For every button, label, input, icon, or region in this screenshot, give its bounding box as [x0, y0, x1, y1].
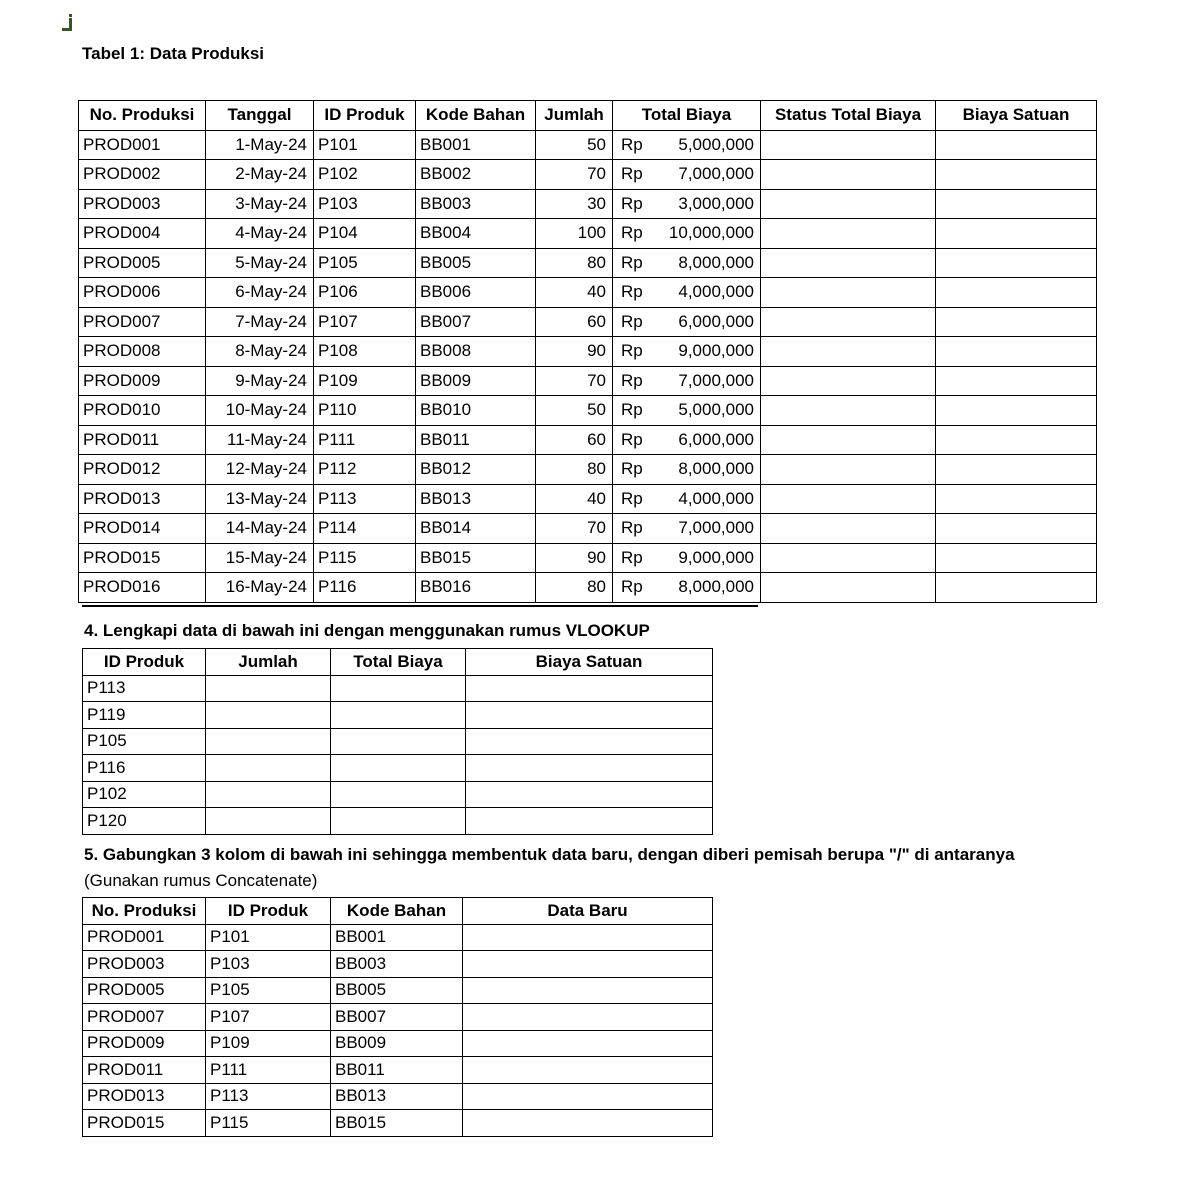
currency-prefix: Rp: [621, 223, 643, 243]
cell-biaya-satuan-empty[interactable]: [936, 219, 1097, 249]
amount-value: 8,000,000: [678, 577, 754, 597]
cell-tanggal[interactable]: 7-May-24: [206, 307, 314, 337]
cell-no-produksi[interactable]: PROD006: [79, 278, 206, 308]
produksi-table-clip: [78, 100, 1100, 605]
cell-jumlah[interactable]: 40: [536, 278, 613, 308]
cell-status-total-biaya-empty[interactable]: [761, 248, 936, 278]
concat-row: [83, 1004, 713, 1031]
cell-kode-bahan[interactable]: BB015: [331, 1110, 463, 1137]
cell-total-biaya[interactable]: [613, 219, 761, 249]
cell-no-produksi[interactable]: PROD016: [79, 573, 206, 603]
cell-jumlah[interactable]: 80: [536, 573, 613, 603]
concat-row: [83, 1057, 713, 1084]
cell-total-biaya[interactable]: [613, 366, 761, 396]
cell-biaya-satuan-empty[interactable]: [936, 337, 1097, 367]
produksi-header-row: [79, 101, 1097, 131]
cell-jumlah[interactable]: 60: [536, 425, 613, 455]
cell-kode-bahan[interactable]: BB001: [331, 924, 463, 951]
cell-total-biaya[interactable]: [613, 278, 761, 308]
cell-total-biaya[interactable]: [613, 307, 761, 337]
cell-biaya-satuan-empty[interactable]: [936, 130, 1097, 160]
vlookup-row: [83, 781, 713, 808]
vlookup-column-header: Jumlah: [206, 649, 331, 676]
cell-biaya-satuan-empty[interactable]: [936, 573, 1097, 603]
cell-biaya-satuan-empty[interactable]: [936, 455, 1097, 485]
cell-id-produk[interactable]: P113: [83, 675, 206, 702]
cell-no-produksi[interactable]: PROD001: [83, 924, 206, 951]
currency-prefix: Rp: [621, 577, 643, 597]
produksi-column-header: Jumlah: [536, 101, 613, 131]
cell-no-produksi[interactable]: PROD007: [83, 1004, 206, 1031]
cell-total-biaya[interactable]: [613, 337, 761, 367]
cell-biaya-satuan-empty[interactable]: [466, 755, 713, 782]
cell-total-biaya-empty[interactable]: [331, 728, 466, 755]
cell-status-total-biaya-empty[interactable]: [761, 337, 936, 367]
cell-total-biaya[interactable]: [613, 425, 761, 455]
amount-value: 6,000,000: [678, 429, 754, 449]
cell-tanggal[interactable]: 5-May-24: [206, 248, 314, 278]
cell-id-produk[interactable]: P107: [206, 1004, 331, 1031]
cell-no-produksi[interactable]: PROD015: [79, 543, 206, 573]
cell-kode-bahan[interactable]: BB011: [416, 425, 536, 455]
amount-value: 9,000,000: [678, 341, 754, 361]
cell-id-produk[interactable]: P112: [314, 455, 416, 485]
cell-jumlah[interactable]: 70: [536, 514, 613, 544]
cell-id-produk[interactable]: P113: [314, 484, 416, 514]
produksi-row: [79, 455, 1097, 485]
amount-value: 5,000,000: [678, 400, 754, 420]
vlookup-row: [83, 675, 713, 702]
cell-total-biaya[interactable]: [613, 189, 761, 219]
cell-kode-bahan[interactable]: BB016: [416, 573, 536, 603]
cell-id-produk[interactable]: P110: [314, 396, 416, 426]
produksi-row: [79, 278, 1097, 308]
cell-kode-bahan[interactable]: BB008: [416, 337, 536, 367]
cell-total-biaya[interactable]: [613, 573, 761, 603]
produksi-row: [79, 366, 1097, 396]
cell-biaya-satuan-empty[interactable]: [936, 396, 1097, 426]
cell-jumlah[interactable]: 40: [536, 484, 613, 514]
produksi-row: [79, 130, 1097, 160]
amount-value: 8,000,000: [678, 459, 754, 479]
cell-no-produksi[interactable]: PROD005: [79, 248, 206, 278]
cell-total-biaya[interactable]: [613, 396, 761, 426]
produksi-column-header: Total Biaya: [613, 101, 761, 131]
cell-jumlah[interactable]: 100: [536, 219, 613, 249]
currency-prefix: Rp: [621, 488, 643, 508]
cell-tanggal[interactable]: 8-May-24: [206, 337, 314, 367]
produksi-column-header: Tanggal: [206, 101, 314, 131]
cell-id-produk[interactable]: P114: [314, 514, 416, 544]
cell-biaya-satuan-empty[interactable]: [936, 278, 1097, 308]
cell-tanggal[interactable]: 15-May-24: [206, 543, 314, 573]
cell-tanggal[interactable]: 2-May-24: [206, 160, 314, 190]
cell-biaya-satuan-empty[interactable]: [936, 189, 1097, 219]
cell-no-produksi[interactable]: PROD010: [79, 396, 206, 426]
vlookup-column-header: Biaya Satuan: [466, 649, 713, 676]
currency-prefix: Rp: [621, 429, 643, 449]
produksi-row: [79, 514, 1097, 544]
cell-kode-bahan[interactable]: BB012: [416, 455, 536, 485]
cell-id-produk[interactable]: P102: [83, 781, 206, 808]
cell-jumlah[interactable]: 80: [536, 248, 613, 278]
currency-prefix: Rp: [621, 518, 643, 538]
cell-jumlah[interactable]: 50: [536, 130, 613, 160]
cell-kode-bahan[interactable]: BB005: [331, 977, 463, 1004]
cell-no-produksi[interactable]: PROD015: [83, 1110, 206, 1137]
concat-row: [83, 1110, 713, 1137]
concat-column-header: Kode Bahan: [331, 898, 463, 925]
cell-total-biaya[interactable]: [613, 130, 761, 160]
amount-value: 7,000,000: [678, 164, 754, 184]
cell-biaya-satuan-empty[interactable]: [936, 484, 1097, 514]
cell-kode-bahan[interactable]: BB003: [331, 951, 463, 978]
cell-no-produksi[interactable]: PROD001: [79, 130, 206, 160]
cell-total-biaya-empty[interactable]: [331, 808, 466, 835]
cell-no-produksi[interactable]: PROD013: [79, 484, 206, 514]
cell-kode-bahan[interactable]: BB009: [331, 1030, 463, 1057]
amount-value: 6,000,000: [678, 311, 754, 331]
amount-value: 7,000,000: [678, 370, 754, 390]
cell-jumlah[interactable]: 90: [536, 337, 613, 367]
cell-kode-bahan[interactable]: BB010: [416, 396, 536, 426]
currency-prefix: Rp: [621, 311, 643, 331]
vlookup-header-row: [83, 649, 713, 676]
cell-status-total-biaya-empty[interactable]: [761, 543, 936, 573]
cell-no-produksi[interactable]: PROD007: [79, 307, 206, 337]
cell-data-baru-empty[interactable]: [463, 1004, 713, 1031]
vlookup-column-header: ID Produk: [83, 649, 206, 676]
produksi-row: [79, 396, 1097, 426]
green-paste-marker-hbar: [62, 28, 72, 31]
cell-tanggal[interactable]: 11-May-24: [206, 425, 314, 455]
cell-no-produksi[interactable]: PROD014: [79, 514, 206, 544]
vlookup-row: [83, 728, 713, 755]
cell-status-total-biaya-empty[interactable]: [761, 366, 936, 396]
cell-jumlah[interactable]: 90: [536, 543, 613, 573]
vlookup-column-header: Total Biaya: [331, 649, 466, 676]
cell-jumlah-empty[interactable]: [206, 702, 331, 729]
cell-tanggal[interactable]: 4-May-24: [206, 219, 314, 249]
produksi-row: [79, 189, 1097, 219]
cell-jumlah-empty[interactable]: [206, 675, 331, 702]
cell-id-produk[interactable]: P106: [314, 278, 416, 308]
concat-row: [83, 924, 713, 951]
cell-jumlah-empty[interactable]: [206, 755, 331, 782]
cell-data-baru-empty[interactable]: [463, 1030, 713, 1057]
amount-value: 4,000,000: [678, 488, 754, 508]
produksi-row: [79, 160, 1097, 190]
cell-status-total-biaya-empty[interactable]: [761, 160, 936, 190]
green-paste-marker-dot: [69, 14, 72, 17]
cell-id-produk[interactable]: P113: [206, 1083, 331, 1110]
cell-total-biaya[interactable]: [613, 248, 761, 278]
produksi-row: [79, 219, 1097, 249]
cell-jumlah-empty[interactable]: [206, 781, 331, 808]
cell-id-produk[interactable]: P103: [206, 951, 331, 978]
cell-status-total-biaya-empty[interactable]: [761, 425, 936, 455]
produksi-column-header: No. Produksi: [79, 101, 206, 131]
vlookup-table: [82, 648, 713, 835]
cell-no-produksi[interactable]: PROD011: [83, 1057, 206, 1084]
cell-id-produk[interactable]: P111: [314, 425, 416, 455]
concat-row: [83, 977, 713, 1004]
cell-id-produk[interactable]: P109: [314, 366, 416, 396]
cell-jumlah-empty[interactable]: [206, 728, 331, 755]
cell-kode-bahan[interactable]: BB005: [416, 248, 536, 278]
cell-kode-bahan[interactable]: BB011: [331, 1057, 463, 1084]
cell-kode-bahan[interactable]: BB013: [416, 484, 536, 514]
produksi-column-header: Kode Bahan: [416, 101, 536, 131]
green-paste-marker-icon: [62, 18, 74, 32]
cell-kode-bahan[interactable]: BB001: [416, 130, 536, 160]
vlookup-row: [83, 808, 713, 835]
cell-total-biaya-empty[interactable]: [331, 702, 466, 729]
cell-biaya-satuan-empty[interactable]: [936, 425, 1097, 455]
cell-status-total-biaya-empty[interactable]: [761, 219, 936, 249]
cell-no-produksi[interactable]: PROD013: [83, 1083, 206, 1110]
produksi-row: [79, 337, 1097, 367]
cell-total-biaya[interactable]: [613, 160, 761, 190]
produksi-table: [78, 100, 1097, 603]
cell-kode-bahan[interactable]: BB015: [416, 543, 536, 573]
concat-column-header: No. Produksi: [83, 898, 206, 925]
produksi-column-header: ID Produk: [314, 101, 416, 131]
currency-prefix: Rp: [621, 252, 643, 272]
cell-jumlah[interactable]: 70: [536, 160, 613, 190]
currency-prefix: Rp: [621, 400, 643, 420]
cell-id-produk[interactable]: P104: [314, 219, 416, 249]
concat-column-header: ID Produk: [206, 898, 331, 925]
cell-id-produk[interactable]: P102: [314, 160, 416, 190]
currency-prefix: Rp: [621, 134, 643, 154]
produksi-row: [79, 484, 1097, 514]
cell-kode-bahan[interactable]: BB006: [416, 278, 536, 308]
cell-data-baru-empty[interactable]: [463, 1083, 713, 1110]
concat-section-heading-line2: (Gunakan rumus Concatenate): [84, 871, 318, 890]
cell-kode-bahan[interactable]: BB002: [416, 160, 536, 190]
cell-total-biaya-empty[interactable]: [331, 755, 466, 782]
cell-no-produksi[interactable]: PROD008: [79, 337, 206, 367]
amount-value: 8,000,000: [678, 252, 754, 272]
cell-data-baru-empty[interactable]: [463, 977, 713, 1004]
cell-data-baru-empty[interactable]: [463, 951, 713, 978]
cell-tanggal[interactable]: 12-May-24: [206, 455, 314, 485]
cell-id-produk[interactable]: P101: [314, 130, 416, 160]
cell-total-biaya[interactable]: [613, 543, 761, 573]
currency-prefix: Rp: [621, 193, 643, 213]
cell-total-biaya-empty[interactable]: [331, 675, 466, 702]
cell-biaya-satuan-empty[interactable]: [466, 702, 713, 729]
concat-row: [83, 1083, 713, 1110]
cell-status-total-biaya-empty[interactable]: [761, 130, 936, 160]
cell-id-produk[interactable]: P109: [206, 1030, 331, 1057]
amount-value: 9,000,000: [678, 547, 754, 567]
cell-total-biaya[interactable]: [613, 455, 761, 485]
cell-biaya-satuan-empty[interactable]: [936, 514, 1097, 544]
vlookup-row: [83, 702, 713, 729]
concat-table: [82, 897, 713, 1137]
produksi-column-header: Biaya Satuan: [936, 101, 1097, 131]
cell-no-produksi[interactable]: PROD003: [79, 189, 206, 219]
cell-biaya-satuan-empty[interactable]: [936, 366, 1097, 396]
cell-id-produk[interactable]: P115: [206, 1110, 331, 1137]
cell-biaya-satuan-empty[interactable]: [466, 781, 713, 808]
cell-kode-bahan[interactable]: BB007: [416, 307, 536, 337]
cell-jumlah-empty[interactable]: [206, 808, 331, 835]
cell-id-produk[interactable]: P105: [314, 248, 416, 278]
concat-column-header: Data Baru: [463, 898, 713, 925]
cell-status-total-biaya-empty[interactable]: [761, 455, 936, 485]
cell-jumlah[interactable]: 80: [536, 455, 613, 485]
cell-status-total-biaya-empty[interactable]: [761, 573, 936, 603]
cell-id-produk[interactable]: P103: [314, 189, 416, 219]
cell-tanggal[interactable]: 10-May-24: [206, 396, 314, 426]
cell-id-produk[interactable]: P105: [83, 728, 206, 755]
cell-no-produksi[interactable]: PROD012: [79, 455, 206, 485]
cell-total-biaya-empty[interactable]: [331, 781, 466, 808]
amount-value: 7,000,000: [678, 518, 754, 538]
currency-prefix: Rp: [621, 459, 643, 479]
cell-no-produksi[interactable]: PROD009: [79, 366, 206, 396]
cell-kode-bahan[interactable]: BB013: [331, 1083, 463, 1110]
cell-biaya-satuan-empty[interactable]: [936, 307, 1097, 337]
amount-value: 3,000,000: [678, 193, 754, 213]
cell-kode-bahan[interactable]: BB007: [331, 1004, 463, 1031]
cell-jumlah[interactable]: 70: [536, 366, 613, 396]
amount-value: 10,000,000: [668, 223, 754, 243]
produksi-row: [79, 425, 1097, 455]
cell-data-baru-empty[interactable]: [463, 1110, 713, 1137]
cell-no-produksi[interactable]: PROD003: [83, 951, 206, 978]
cell-jumlah[interactable]: 30: [536, 189, 613, 219]
cell-id-produk[interactable]: P116: [314, 573, 416, 603]
cell-tanggal[interactable]: 6-May-24: [206, 278, 314, 308]
cell-biaya-satuan-empty[interactable]: [936, 160, 1097, 190]
cell-tanggal[interactable]: 13-May-24: [206, 484, 314, 514]
vlookup-section-heading: 4. Lengkapi data di bawah ini dengan menggunakan rumus VLOOKUP: [84, 621, 650, 640]
cell-id-produk[interactable]: P120: [83, 808, 206, 835]
cell-id-produk[interactable]: P108: [314, 337, 416, 367]
cell-total-biaya[interactable]: [613, 484, 761, 514]
cell-tanggal[interactable]: 9-May-24: [206, 366, 314, 396]
produksi-row: [79, 307, 1097, 337]
cell-kode-bahan[interactable]: BB014: [416, 514, 536, 544]
page-title: Tabel 1: Data Produksi: [82, 44, 265, 63]
currency-prefix: Rp: [621, 547, 643, 567]
cell-biaya-satuan-empty[interactable]: [466, 675, 713, 702]
cell-biaya-satuan-empty[interactable]: [936, 248, 1097, 278]
currency-prefix: Rp: [621, 370, 643, 390]
currency-prefix: Rp: [621, 282, 643, 302]
cell-tanggal[interactable]: 3-May-24: [206, 189, 314, 219]
cell-kode-bahan[interactable]: BB004: [416, 219, 536, 249]
cell-status-total-biaya-empty[interactable]: [761, 484, 936, 514]
cell-tanggal[interactable]: 16-May-24: [206, 573, 314, 603]
cell-status-total-biaya-empty[interactable]: [761, 189, 936, 219]
vlookup-row: [83, 755, 713, 782]
concat-header-row: [83, 898, 713, 925]
cell-id-produk[interactable]: P119: [83, 702, 206, 729]
cell-id-produk[interactable]: P116: [83, 755, 206, 782]
cell-id-produk[interactable]: P107: [314, 307, 416, 337]
concat-row: [83, 1030, 713, 1057]
produksi-column-header: Status Total Biaya: [761, 101, 936, 131]
produksi-row: [79, 543, 1097, 573]
cell-id-produk[interactable]: P111: [206, 1057, 331, 1084]
produksi-row: [79, 573, 1097, 603]
cell-id-produk[interactable]: P115: [314, 543, 416, 573]
concat-section-heading-line1: 5. Gabungkan 3 kolom di bawah ini sehingga membentuk data baru, dengan diberi pemisah berupa "/" di antaranya: [84, 845, 1015, 864]
cell-status-total-biaya-empty[interactable]: [761, 307, 936, 337]
cell-id-produk[interactable]: P105: [206, 977, 331, 1004]
cell-biaya-satuan-empty[interactable]: [936, 543, 1097, 573]
cell-tanggal[interactable]: 14-May-24: [206, 514, 314, 544]
cell-status-total-biaya-empty[interactable]: [761, 514, 936, 544]
cell-no-produksi[interactable]: PROD009: [83, 1030, 206, 1057]
cell-data-baru-empty[interactable]: [463, 1057, 713, 1084]
currency-prefix: Rp: [621, 341, 643, 361]
concat-row: [83, 951, 713, 978]
amount-value: 4,000,000: [678, 282, 754, 302]
cell-biaya-satuan-empty[interactable]: [466, 728, 713, 755]
cell-kode-bahan[interactable]: BB009: [416, 366, 536, 396]
amount-value: 5,000,000: [678, 134, 754, 154]
cell-data-baru-empty[interactable]: [463, 924, 713, 951]
cell-no-produksi[interactable]: PROD004: [79, 219, 206, 249]
table-cutoff-line: [82, 605, 758, 607]
cell-total-biaya[interactable]: [613, 514, 761, 544]
cell-tanggal[interactable]: 1-May-24: [206, 130, 314, 160]
cell-jumlah[interactable]: 60: [536, 307, 613, 337]
cell-status-total-biaya-empty[interactable]: [761, 278, 936, 308]
cell-id-produk[interactable]: P101: [206, 924, 331, 951]
cell-status-total-biaya-empty[interactable]: [761, 396, 936, 426]
cell-no-produksi[interactable]: PROD011: [79, 425, 206, 455]
cell-biaya-satuan-empty[interactable]: [466, 808, 713, 835]
currency-prefix: Rp: [621, 164, 643, 184]
produksi-row: [79, 248, 1097, 278]
cell-kode-bahan[interactable]: BB003: [416, 189, 536, 219]
cell-jumlah[interactable]: 50: [536, 396, 613, 426]
cell-no-produksi[interactable]: PROD002: [79, 160, 206, 190]
cell-no-produksi[interactable]: PROD005: [83, 977, 206, 1004]
